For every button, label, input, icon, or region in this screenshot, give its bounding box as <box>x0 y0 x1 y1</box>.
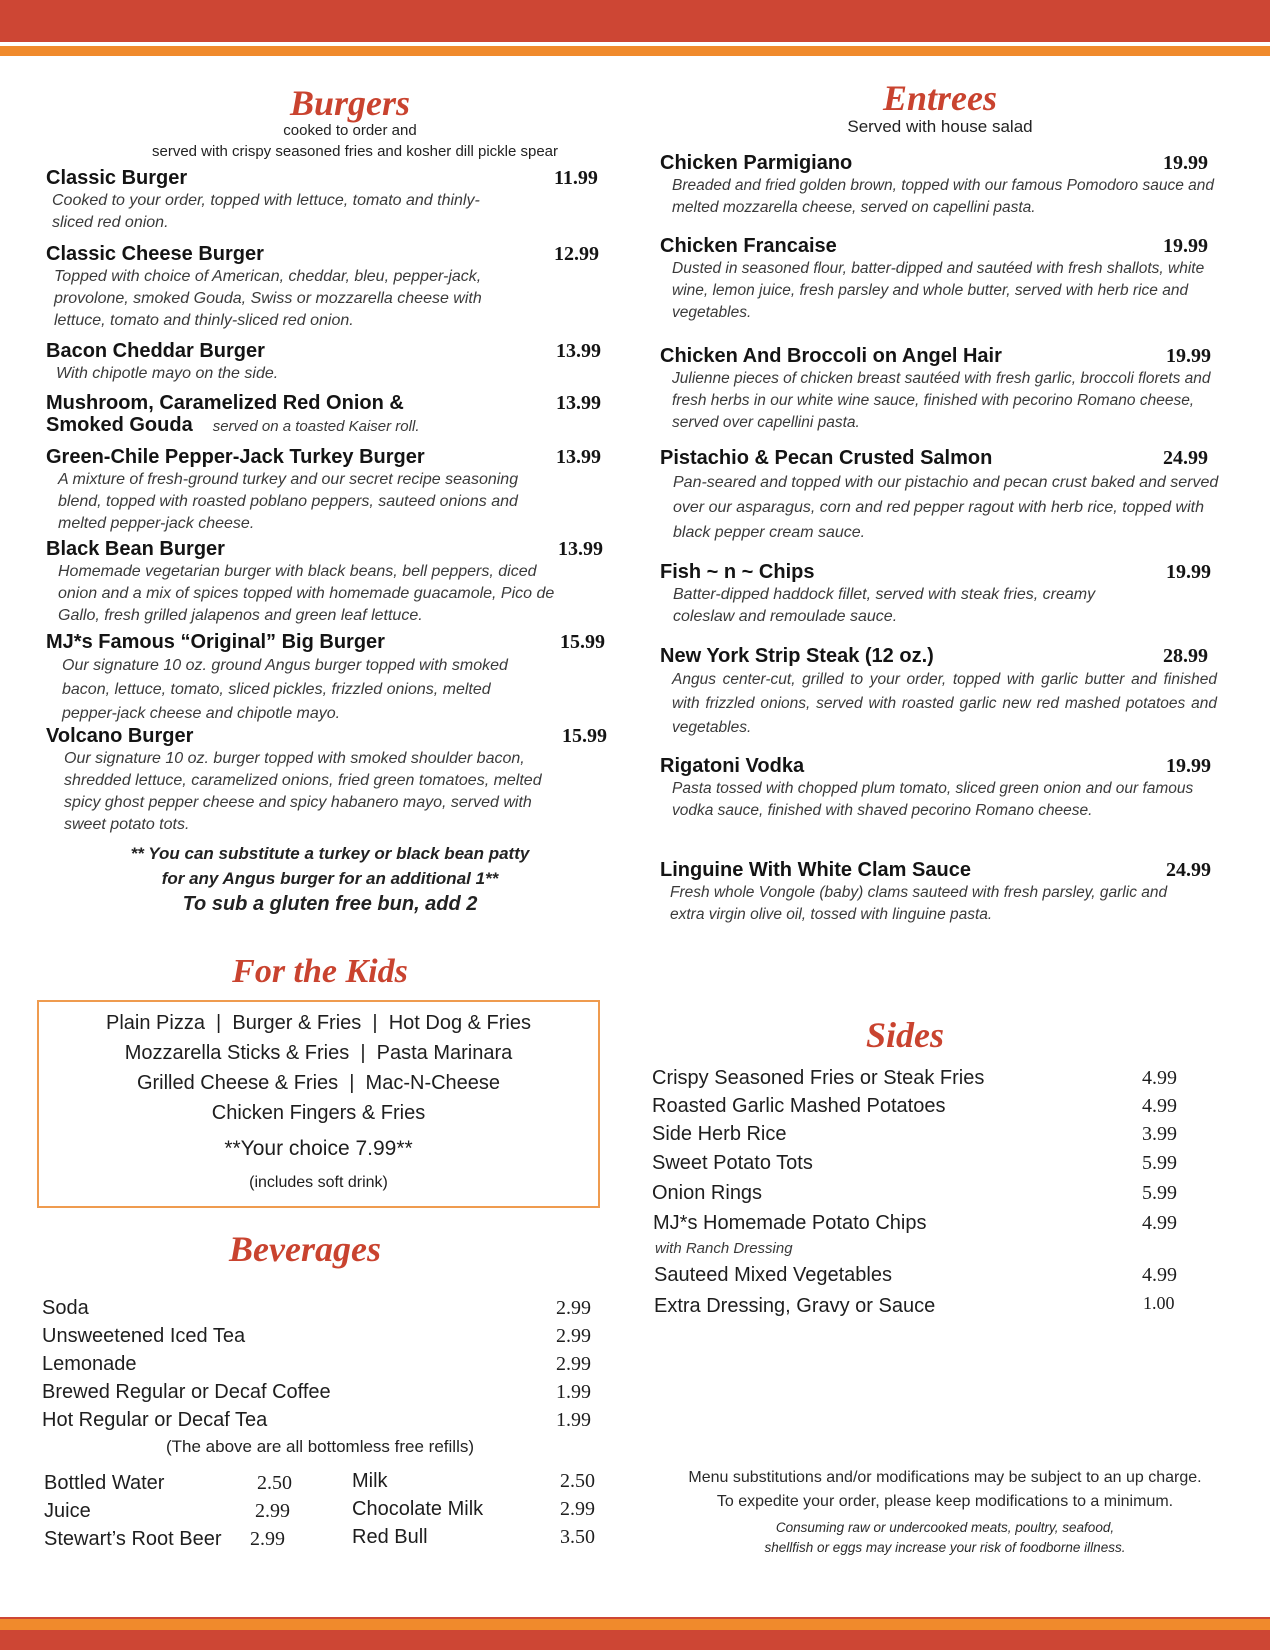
beverages-title: Beverages <box>229 1229 381 1269</box>
item-desc: Dusted in seasoned flour, batter-dipped and sautéed with fresh shallots, white wine, lemon juice, fresh parsley and whole butter, served with herb rice and vegetables. <box>672 260 1205 321</box>
menu-item <box>46 392 606 438</box>
item-price: 19.99 <box>1166 345 1211 367</box>
beverage-row <box>44 1472 292 1495</box>
menu-item <box>46 538 606 627</box>
kids-drink-note: (includes soft drink) <box>249 1174 388 1191</box>
item-desc: Topped with choice of American, cheddar, bleu, pepper-jack, provolone, smoked Gouda, Swiss or mozzarella cheese with lettuce, tomato and thinly-sliced red onion. <box>54 268 482 329</box>
side-name: Roasted Garlic Mashed Potatoes <box>652 1095 946 1117</box>
refill-note: (The above are all bottomless free refills) <box>165 1437 475 1456</box>
item-name: Chicken Francaise <box>660 235 837 257</box>
kids-price: **Your choice 7.99** <box>224 1137 413 1160</box>
beverage-row <box>42 1409 591 1432</box>
item-price: 15.99 <box>560 631 605 653</box>
beverage-name: Bottled Water <box>44 1472 165 1494</box>
item-desc: Our signature 10 oz. ground Angus burger topped with smoked bacon, lettuce, tomato, sliced pickles, frizzled onions, melted pepper-jack cheese and chipotle mayo. <box>62 657 508 722</box>
beverage-price: 1.99 <box>556 1381 591 1403</box>
side-price: 5.99 <box>1142 1182 1177 1204</box>
menu-item <box>46 631 606 726</box>
beverage-price: 3.50 <box>560 1526 595 1548</box>
menu-item <box>46 340 606 385</box>
menu-item <box>660 345 1230 434</box>
substitute-note-1: ** You can substitute a turkey or black bean patty <box>130 844 530 863</box>
beverage-name: Stewart’s Root Beer <box>44 1528 222 1550</box>
item-desc: Homemade vegetarian burger with black beans, bell peppers, diced onion and a mix of spices topped with homemade guacamole, Pico de Gallo, fresh grilled jalapenos and green leaf lettuce. <box>58 563 555 624</box>
menu-item <box>46 167 606 234</box>
beverage-name: Chocolate Milk <box>352 1498 484 1520</box>
beverage-price: 2.50 <box>560 1470 595 1492</box>
item-name: Pistachio & Pecan Crusted Salmon <box>660 447 993 469</box>
item-desc: With chipotle mayo on the side. <box>56 365 279 382</box>
side-row <box>652 1123 1177 1146</box>
side-row <box>653 1212 1177 1235</box>
item-price: 19.99 <box>1163 235 1208 257</box>
item-price: 11.99 <box>554 167 598 189</box>
modification-note-1: Menu substitutions and/or modifications may be subject to an up charge. <box>688 1469 1202 1486</box>
item-price: 15.99 <box>562 725 607 747</box>
beverage-name: Red Bull <box>352 1526 428 1548</box>
gluten-free-note: To sub a gluten free bun, add 2 <box>182 893 478 915</box>
entrees-subtitle: Served with house salad <box>847 117 1033 136</box>
top-orange-band <box>0 46 1270 56</box>
item-desc: Julienne pieces of chicken breast sautéed with fresh garlic, broccoli florets and fresh herbs in our white wine sauce, finished with pecorino Romano cheese, served over capellini pasta. <box>672 370 1211 431</box>
item-name: Fish ~ n ~ Chips <box>660 561 815 583</box>
entrees-title: Entrees <box>882 78 997 118</box>
beverage-row <box>42 1353 591 1376</box>
item-price: 28.99 <box>1163 645 1208 667</box>
beverage-price: 1.99 <box>556 1409 591 1431</box>
beverage-row <box>42 1325 591 1348</box>
item-price: 13.99 <box>556 446 601 468</box>
menu-item <box>46 243 606 332</box>
menu-item <box>660 152 1230 219</box>
item-name: Linguine With White Clam Sauce <box>660 859 971 881</box>
substitute-note-2: for any Angus burger for an additional 1** <box>161 869 499 888</box>
item-name-line-2: Smoked Gouda served on a toasted Kaiser roll. <box>46 414 420 436</box>
beverage-name: Soda <box>42 1297 89 1319</box>
beverage-price: 2.99 <box>255 1500 290 1522</box>
item-desc: Pasta tossed with chopped plum tomato, sliced green onion and our famous vodka sauce, finished with shaved pecorino Romano cheese. <box>672 780 1194 819</box>
item-desc: Cooked to your order, topped with lettuce, tomato and thinly-sliced red onion. <box>52 192 480 231</box>
item-price: 24.99 <box>1166 859 1211 881</box>
kids-line: Chicken Fingers & Fries <box>211 1102 426 1124</box>
menu-item <box>46 725 606 836</box>
side-row <box>652 1095 1177 1118</box>
kids-title: For the Kids <box>232 953 408 990</box>
food-safety-warning-2: shellfish or eggs may increase your risk of foodborne illness. <box>764 1540 1126 1555</box>
side-name: Onion Rings <box>652 1182 763 1204</box>
beverage-row <box>352 1498 595 1521</box>
item-price: 12.99 <box>554 243 599 265</box>
beverage-row <box>352 1526 595 1549</box>
burgers-subtitle-2: served with crispy seasoned fries and kosher dill pickle spear <box>151 143 559 160</box>
item-name: Chicken And Broccoli on Angel Hair <box>660 345 1002 367</box>
item-name: Volcano Burger <box>46 725 194 747</box>
sides-title: Sides <box>865 1015 944 1055</box>
item-desc: Fresh whole Vongole (baby) clams sauteed with fresh parsley, garlic and extra virgin olive oil, tossed with linguine pasta. <box>670 884 1168 923</box>
item-name: Bacon Cheddar Burger <box>46 340 265 362</box>
menu-item <box>660 645 1230 740</box>
item-price: 13.99 <box>558 538 603 560</box>
item-desc: Pan-seared and topped with our pistachio and pecan crust baked and served over our asparagus, corn and red pepper ragout with herb rice, topped with black pepper cream sauce. <box>673 474 1219 541</box>
beverage-name: Hot Regular or Decaf Tea <box>42 1409 268 1431</box>
item-desc: served on a toasted Kaiser roll. <box>212 418 420 435</box>
top-red-band <box>0 0 1270 42</box>
beverage-row <box>42 1381 591 1404</box>
side-name: Sauteed Mixed Vegetables <box>654 1264 892 1286</box>
menu-item <box>660 755 1230 822</box>
beverage-price: 2.99 <box>556 1353 591 1375</box>
side-price: 4.99 <box>1142 1067 1177 1089</box>
beverage-price: 2.99 <box>556 1297 591 1319</box>
kids-line: Mozzarella Sticks & Fries | Pasta Marinara <box>124 1042 513 1064</box>
beverage-price: 2.50 <box>257 1472 292 1494</box>
beverage-row <box>44 1528 285 1551</box>
side-name: Crispy Seasoned Fries or Steak Fries <box>652 1067 985 1089</box>
item-name: Classic Cheese Burger <box>46 243 264 265</box>
item-desc: Our signature 10 oz. burger topped with smoked shoulder bacon, shredded lettuce, caramelized onions, fried green tomatoes, melted spicy ghost pepper cheese and spicy habanero mayo, served with sweet potato tots. <box>64 750 542 833</box>
item-price: 19.99 <box>1166 755 1211 777</box>
menu-item <box>660 561 1230 628</box>
side-row <box>654 1264 1177 1287</box>
modification-note-2: To expedite your order, please keep modifications to a minimum. <box>716 1493 1174 1510</box>
kids-line: Plain Pizza | Burger & Fries | Hot Dog & Fries <box>106 1012 531 1034</box>
menu-item <box>660 859 1230 926</box>
beverage-row <box>42 1297 591 1320</box>
side-row <box>652 1182 1177 1205</box>
beverage-name: Juice <box>44 1500 91 1522</box>
beverage-price: 2.99 <box>556 1325 591 1347</box>
beverage-row <box>44 1500 290 1523</box>
item-name: Black Bean Burger <box>46 538 225 560</box>
item-name: MJ*s Famous “Original” Big Burger <box>46 631 385 653</box>
side-name: MJ*s Homemade Potato Chips <box>653 1212 927 1234</box>
beverage-row <box>352 1470 595 1493</box>
item-name: Mushroom, Caramelized Red Onion & <box>46 392 404 414</box>
side-price: 5.99 <box>1142 1152 1177 1174</box>
menu-item <box>660 235 1230 324</box>
side-name: Side Herb Rice <box>652 1123 787 1145</box>
item-name: New York Strip Steak (12 oz.) <box>660 645 934 667</box>
side-price: 1.00 <box>1143 1293 1175 1313</box>
item-name: Classic Burger <box>46 167 188 189</box>
menu-item <box>46 446 606 535</box>
beverage-price: 2.99 <box>250 1528 285 1550</box>
beverage-price: 2.99 <box>560 1498 595 1520</box>
item-desc: Breaded and fried golden brown, topped with our famous Pomodoro sauce and melted mozzarella cheese, served on capellini pasta. <box>672 177 1214 216</box>
side-note: with Ranch Dressing <box>655 1240 793 1257</box>
beverage-name: Unsweetened Iced Tea <box>42 1325 246 1347</box>
item-price: 24.99 <box>1163 447 1208 469</box>
bottom-red-band <box>0 1630 1270 1650</box>
side-row <box>654 1293 1175 1318</box>
beverage-name: Lemonade <box>42 1353 137 1375</box>
item-price: 13.99 <box>556 392 601 414</box>
burgers-title: Burgers <box>289 83 411 123</box>
item-desc: Angus center-cut, grilled to your order, topped with garlic butter and finished with frizzled onions, served with roasted garlic new red mashed potatoes and vegetables. <box>672 671 1217 736</box>
item-name: Rigatoni Vodka <box>660 755 805 777</box>
burgers-subtitle-1: cooked to order and <box>283 122 417 139</box>
side-row <box>652 1067 1177 1090</box>
item-price: 13.99 <box>556 340 601 362</box>
menu-item <box>660 447 1230 545</box>
item-price: 19.99 <box>1166 561 1211 583</box>
item-name: Green-Chile Pepper-Jack Turkey Burger <box>46 446 425 468</box>
side-price: 3.99 <box>1142 1123 1177 1145</box>
item-price: 19.99 <box>1163 152 1208 174</box>
beverage-name: Milk <box>352 1470 388 1492</box>
kids-menu-box <box>37 1000 600 1208</box>
kids-line: Grilled Cheese & Fries | Mac-N-Cheese <box>136 1072 501 1094</box>
beverage-name: Brewed Regular or Decaf Coffee <box>42 1381 331 1403</box>
item-desc: Batter-dipped haddock fillet, served with steak fries, creamy coleslaw and remoulade sauce. <box>673 586 1096 625</box>
side-name: Sweet Potato Tots <box>652 1152 813 1174</box>
food-safety-warning-1: Consuming raw or undercooked meats, poultry, seafood, <box>775 1520 1115 1535</box>
side-row <box>652 1152 1177 1175</box>
side-price: 4.99 <box>1142 1095 1177 1117</box>
side-name: Extra Dressing, Gravy or Sauce <box>654 1295 936 1317</box>
side-price: 4.99 <box>1142 1264 1177 1286</box>
item-name: Chicken Parmigiano <box>660 152 853 174</box>
item-desc: A mixture of fresh-ground turkey and our secret recipe seasoning blend, topped with roasted poblano peppers, sauteed onions and melted pepper-jack cheese. <box>58 471 519 532</box>
side-price: 4.99 <box>1142 1212 1177 1234</box>
